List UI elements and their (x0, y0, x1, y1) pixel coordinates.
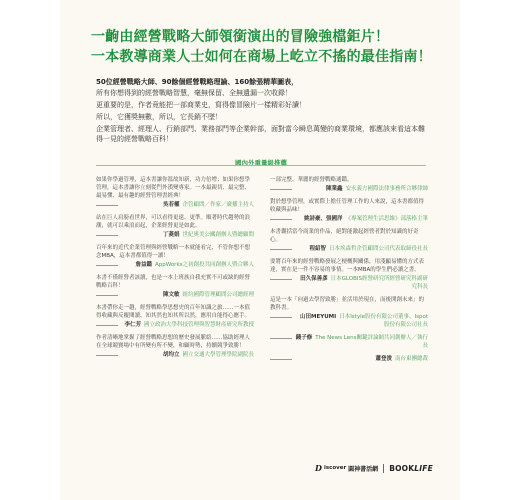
recommender-name: 山田MEYUMI (299, 314, 337, 320)
section-divider (96, 165, 426, 167)
attribution-text (295, 185, 428, 193)
recommender-name: 詹益鑑 (135, 262, 152, 268)
publisher-logos (315, 463, 435, 473)
recommendation (96, 274, 254, 299)
recommendation (96, 214, 254, 239)
attribution-text (121, 351, 254, 359)
headline-line-2: 一本教導商業人士如何在商場上屹立不搖的最佳指南！ (91, 49, 432, 65)
attribution-dash (96, 325, 118, 326)
recommender-name: 程紹智 (309, 246, 326, 252)
recommendation-attribution (270, 215, 428, 223)
recommender-title: 日本Istyle股份有限公司董事、Ispot股份有限公司社長 (339, 314, 428, 328)
recommender-title: 國立交通大學管理學院副院長 (182, 352, 254, 358)
attribution-dash (270, 317, 292, 318)
attribution-dash (96, 265, 118, 266)
attribution-text (295, 245, 428, 253)
recommendation-attribution (96, 231, 254, 239)
attribution-dash (96, 235, 118, 236)
attribution-dash (270, 219, 292, 220)
recommendation-quote: 對於想學管理，或實際上擔任管理工作的人來說，這本書都值得收藏與品味！ (270, 199, 425, 213)
attribution-dash (96, 355, 118, 356)
attribution-text (295, 313, 428, 329)
recommendation-attribution (96, 321, 254, 329)
recommendations-left (96, 176, 254, 364)
intro-body (96, 88, 426, 146)
recommendation-quote: 要將百年來的經營戰略發展之梗概與關係，用淺顯易懂的方式表達，實在是一件不容易的事情。一本MBA的學生們必讀之書。 (270, 259, 425, 273)
attribution-text (121, 261, 254, 269)
recommender-name: 吳若權 (162, 202, 180, 208)
recommendation-attribution (270, 355, 428, 363)
recommendation-attribution (96, 261, 254, 269)
logo-divider (383, 464, 384, 473)
recommendation (96, 304, 254, 329)
recommendation-attribution (270, 334, 428, 350)
discover-logo-wordmark: iscover (323, 465, 347, 471)
attribution-text (121, 321, 254, 329)
intro-paragraph: 所以，它獲獎無數，所以，它長銷不墜！ (96, 113, 222, 121)
recommender-title: The News Lens關鍵評論網共同創辦人／執行長 (315, 335, 428, 349)
recommender-name: 姚詩豪、張國洋 (303, 216, 343, 222)
recommendation-quote: 一部完整、華麗的經營戰略通鑑。 (270, 177, 353, 183)
recommendation-attribution (96, 291, 254, 299)
recommendation (270, 334, 428, 350)
recommendation (96, 334, 254, 359)
recommendation-quote: 本書帶你走一趟，經營戰略學思想史的百年知識之旅……一本值得收藏與反覆閱讀、知其然也知其所以然，應用自能得心應手。 (96, 305, 251, 319)
recommender-title: 安永義方國際法律事務所合夥律師 (345, 186, 428, 192)
recommendation (270, 355, 428, 363)
recommender-title: 日本GLOBIS經營研究所經營研究科副研究科長 (330, 276, 428, 290)
recommendation-attribution (270, 245, 428, 253)
attribution-dash (96, 205, 118, 206)
attribution-dash (96, 295, 118, 296)
recommendation-quote: 作者清晰地掌握了經營戰略思想的歷史發展脈絡……協助經理人在全球競賽場中有所變有所不變，和顧時勢，持續競爭致勝！ (96, 335, 251, 349)
recommender-name: 丁菱娟 (162, 232, 180, 238)
recommender-title: AppWorks之初創投共同創辦人暨合夥人 (154, 262, 254, 268)
attribution-dash (270, 249, 292, 250)
recommendation-attribution (270, 313, 428, 329)
attribution-dash (270, 359, 292, 360)
recommender-title: 南台東團總裁 (394, 356, 428, 362)
recommendation-quote: 站在巨人肩膀看世界，可以看得更遠、更準。順著時代趨勢的浪潮，就可以乘浪而起，企業經營更是如此。 (96, 215, 251, 229)
recommendation (270, 258, 428, 291)
booklife-logo (389, 464, 433, 473)
discover-logo (315, 463, 378, 473)
recommendation-attribution (96, 351, 254, 359)
recommendation (96, 176, 254, 209)
recommender-title: 《專案管理生活思維》部落格主筆 (345, 216, 428, 222)
recommender-name: 胡均立 (162, 352, 180, 358)
recommender-title: 日本埃森哲企管顧問公司代表取締役社長 (328, 246, 428, 252)
intro-paragraph: 企業管理者、經理人、行銷部門、業務部門等企業幹部，面對當今瞬息萬變的商業環境，都應該來看這本難得一見的經營戰略百科！ (96, 125, 425, 143)
recommendation (270, 228, 428, 253)
recommendation-quote: 本書囊括當今商業的作品，絕對能激起經營者對於知識的好奇心。 (270, 229, 419, 243)
recommendation-quote: 百年來的近代企業管理與經營戰略一本就能看完，不管你想不想念MBA，這本書都值得一讀！ (96, 245, 251, 259)
headline-line-1: 一齣由經營戰略大師領銜演出的冒險強檔鉅片！ (91, 29, 390, 45)
attribution-text (295, 215, 428, 223)
recommendation-quote: 如果你學過管理，這本書讓你溫故知新，功力倍增；如果你想學管理，這本書讓你立刻從門外漢變專家。一本最親切、最完整、最易懂、最有趣的經營管理書經典！ (96, 177, 251, 199)
attribution-text (121, 291, 254, 299)
recommendation-attribution (270, 185, 428, 193)
recommendation-attribution (270, 275, 428, 291)
recommender-name: 錢子修 (295, 335, 313, 341)
recommender-name: 田久保善彥 (300, 276, 328, 282)
attribution-dash (270, 279, 292, 280)
discover-logo-chinese: 圓神書活網 (348, 465, 379, 473)
recommendation-quote: 本書不僅經營者該讀，也是一本上班族自我充實不可或缺的經營戰略百科！ (96, 275, 251, 289)
recommender-name: 蕭登淩 (375, 356, 392, 362)
booklife-logo-life: LIFE (414, 463, 433, 473)
recommender-name: 陳業鑫 (325, 186, 343, 192)
attribution-text (295, 334, 428, 350)
recommender-title: 紐約國際管理顧問公司總經理 (182, 292, 254, 298)
section-title: 國內外重量級推薦 (235, 159, 287, 167)
attribution-dash (270, 189, 292, 190)
intro-lead: 50位經營戰略大師、90餘個經營戰略理論、160餘張精華圖表， (96, 78, 299, 86)
recommender-title: 企管顧問／作家／廣播主持人 (182, 202, 254, 208)
recommender-title: 國立政治大學科技管理與智慧財產研究所教授 (143, 322, 254, 328)
recommendation-attribution (96, 201, 254, 209)
booklife-logo-book: BOOK (389, 463, 415, 473)
attribution-text (295, 275, 428, 291)
recommender-name: 陳文敏 (162, 292, 180, 298)
recommender-name: 李仁芳 (124, 322, 141, 328)
intro-paragraph: 更重要的是，作者竟能把一部商業史，寫得像冒險片一樣精彩好讀！ (96, 101, 306, 109)
attribution-text (295, 355, 428, 363)
intro-paragraph: 所有你想得到的經營戰略智慧，毫無保留、全無遺漏一次收錄！ (96, 89, 292, 97)
attribution-text (121, 201, 254, 209)
recommendation (270, 296, 428, 329)
recommendation (270, 198, 428, 223)
recommender-title: 世紀奧美公關創辦人暨總顧問 (182, 232, 254, 238)
attribution-text (121, 231, 254, 239)
recommendation (270, 176, 428, 193)
attribution-dash (270, 338, 292, 339)
discover-logo-initial: D (315, 463, 322, 473)
recommendations-right (270, 176, 428, 368)
recommendation (96, 244, 254, 269)
recommendation-quote: 這是一本「向過去學習致勝」並活用於現在，而後開創未來」的教科書。 (270, 297, 425, 311)
